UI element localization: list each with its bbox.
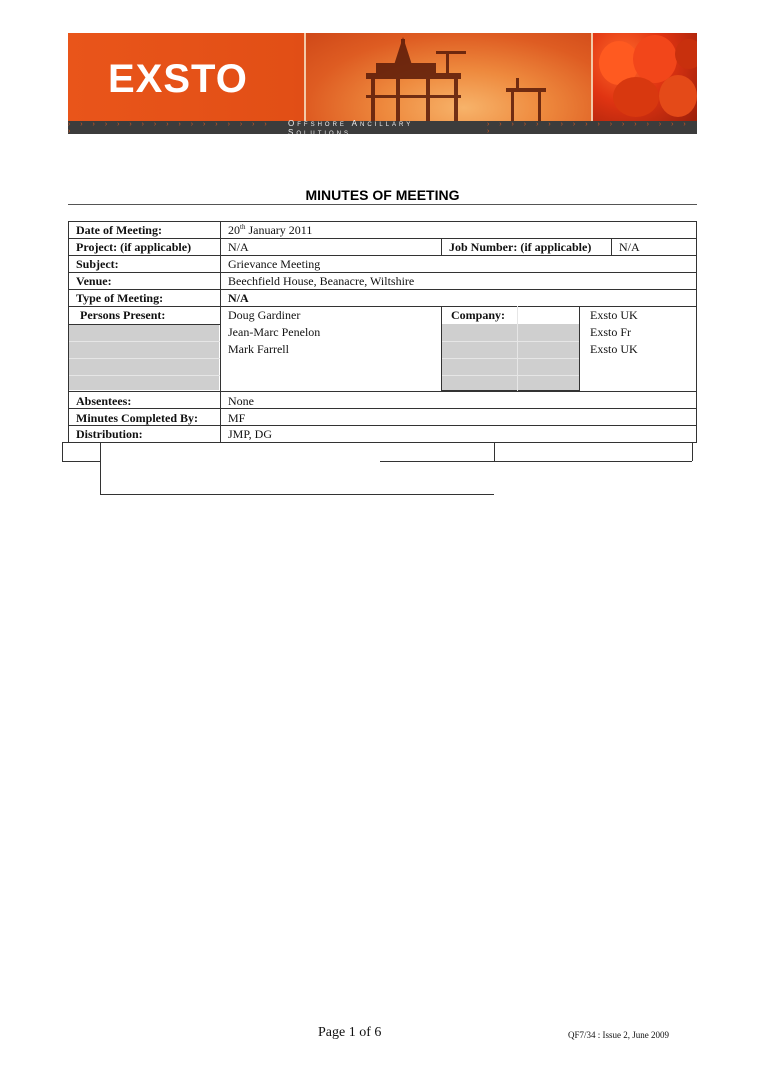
person-name: Mark Farrell bbox=[228, 342, 289, 356]
type-label: Type of Meeting: bbox=[76, 291, 164, 305]
absentees-label: Absentees: bbox=[76, 394, 132, 408]
shade-company-labels bbox=[442, 324, 579, 390]
completed-by-label: Minutes Completed By: bbox=[76, 411, 198, 425]
page-number: Page 1 of 6 bbox=[318, 1025, 382, 1040]
chevrons-left: › › › › › › › › › › › › › › › › › › bbox=[68, 120, 271, 134]
header-banner bbox=[68, 33, 697, 134]
tagline: Offshore Ancillary Solutions bbox=[288, 118, 414, 134]
meeting-details-table bbox=[68, 221, 697, 442]
type-value: N/A bbox=[228, 291, 249, 305]
person-company: Exsto UK bbox=[590, 342, 638, 356]
oil-rig-icon bbox=[306, 33, 593, 121]
job-number-label: Job Number: (if applicable) bbox=[449, 240, 592, 254]
person-company: Exsto UK bbox=[590, 308, 638, 322]
tulip-panel bbox=[593, 33, 697, 121]
chevrons-right: › › › › › › › › › › › › › › › › › › bbox=[486, 120, 690, 134]
person-name: Doug Gardiner bbox=[228, 308, 301, 322]
venue-value: Beechfield House, Beanacre, Wiltshire bbox=[228, 274, 415, 288]
distribution-value: JMP, DG bbox=[228, 427, 273, 441]
tagline-strip bbox=[68, 118, 697, 134]
subject-label: Subject: bbox=[76, 257, 119, 271]
person-name: Jean-Marc Penelon bbox=[228, 325, 321, 339]
persons-present-label: Persons Present: bbox=[80, 308, 166, 322]
project-label: Project: (if applicable) bbox=[76, 240, 192, 254]
person-company: Exsto Fr bbox=[590, 325, 632, 339]
completed-by-value: MF bbox=[228, 411, 246, 425]
oil-rig-panel bbox=[306, 33, 593, 121]
form-reference: QF7/34 : Issue 2, June 2009 bbox=[568, 1030, 669, 1040]
distribution-label: Distribution: bbox=[76, 427, 143, 441]
project-value: N/A bbox=[228, 240, 249, 254]
date-value: 20th January 2011 bbox=[228, 223, 313, 237]
title-underline bbox=[68, 204, 697, 205]
subject-value: Grievance Meeting bbox=[228, 257, 321, 271]
absentees-value: None bbox=[228, 394, 254, 408]
date-label: Date of Meeting: bbox=[76, 223, 162, 237]
exsto-logo: EXSTO bbox=[108, 57, 248, 101]
job-number-value: N/A bbox=[619, 240, 640, 254]
shade-persons-labels bbox=[69, 324, 219, 390]
venue-label: Venue: bbox=[76, 274, 112, 288]
company-label: Company: bbox=[451, 308, 506, 322]
document-title: MINUTES OF MEETING bbox=[305, 187, 460, 203]
